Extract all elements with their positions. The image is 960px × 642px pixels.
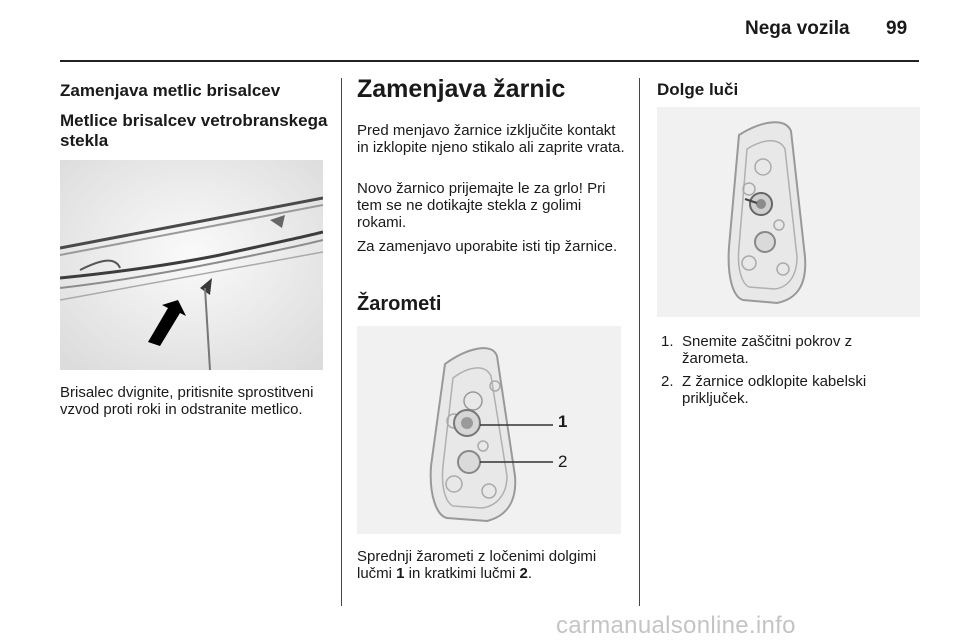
callout-1: 1	[558, 412, 568, 431]
headlight-caption	[357, 548, 625, 582]
high-beam-figure	[657, 107, 920, 317]
subheading-headlights: Žarometi	[357, 293, 442, 315]
step-text: Snemite zaščitni pokrov z žarometa.	[682, 333, 853, 367]
running-header-title: Nega vozila	[745, 18, 850, 39]
step-item	[657, 333, 919, 367]
caption-text-2: in kratkimi lučmi	[404, 565, 520, 582]
caption-text-1: Sprednji žarometi z ločenimi dolgimi lučmi	[357, 548, 597, 582]
wiper-figure	[60, 160, 323, 370]
column-divider-2	[639, 78, 640, 606]
bulb-paragraph-3: Za zamenjavo uporabite isti tip žarnice.	[357, 238, 618, 255]
header-divider	[60, 60, 919, 62]
step-text: Z žarnice odklopite kabelski priključek.	[682, 373, 867, 407]
bulb-paragraph-2: Novo žarnico prijemajte le za grlo! Pri tem se ne dotikajte stekla z golimi rokami.	[357, 180, 606, 231]
bulb-paragraph-1: Pred menjavo žarnice izključite kontakt in izklopite njeno stikalo ali zaprite vrata.	[357, 122, 625, 156]
wiper-illustration	[60, 160, 323, 370]
step-item	[657, 373, 919, 407]
step-number: 1.	[661, 333, 674, 350]
callout-2: 2	[558, 452, 568, 471]
subheading-high-beam: Dolge luči	[657, 80, 739, 99]
high-beam-steps	[657, 333, 919, 413]
wiper-instruction: Brisalec dvignite, pritisnite sprostitveni vzvod proti roki in odstranite metlico.	[60, 384, 314, 418]
step-number: 2.	[661, 373, 674, 390]
caption-ref-2: 2	[519, 565, 528, 582]
high-beam-illustration	[657, 107, 920, 317]
section-heading-bulbs: Zamenjava žarnic	[357, 75, 566, 103]
headlight-illustration	[357, 326, 621, 534]
page-number: 99	[886, 18, 908, 39]
watermark: carmanualsonline.info	[556, 612, 796, 639]
headlight-figure	[357, 326, 621, 534]
caption-text-3: .	[527, 565, 533, 582]
subheading-windscreen-wiper: Metlice brisalcev vetrobranskega stekla	[60, 111, 328, 150]
caption-ref-1: 1	[396, 565, 405, 582]
section-heading-wiper: Zamenjava metlic brisalcev	[60, 81, 281, 100]
column-divider-1	[341, 78, 342, 606]
